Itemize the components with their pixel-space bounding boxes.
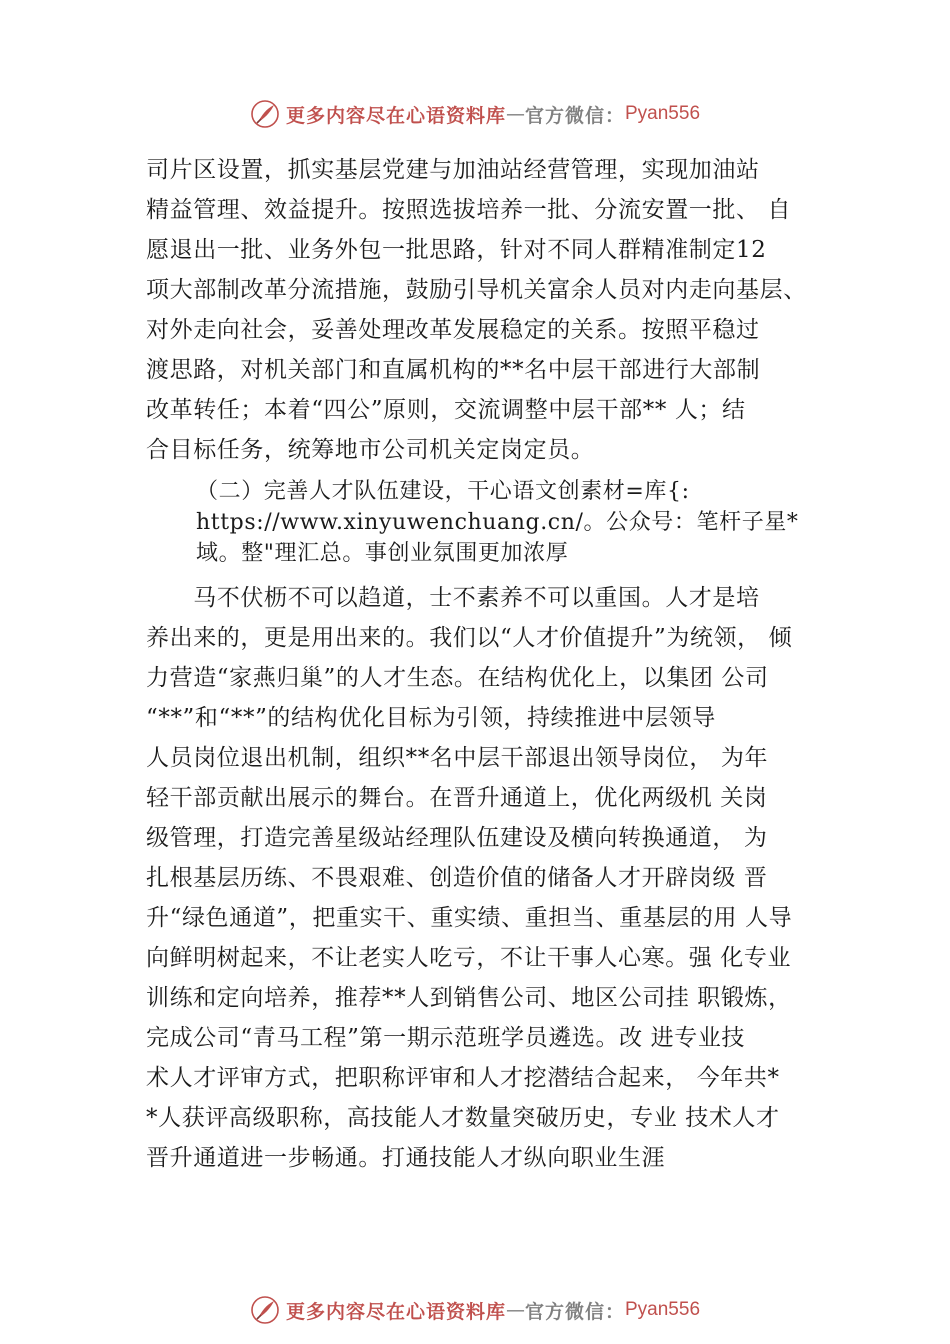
section-heading	[196, 476, 836, 569]
text-line: 轻干部贡献出展示的舞台。在晋升通道上，优化两级机 关岗	[146, 785, 768, 811]
text-line: 人员岗位退出机制，组织**名中层干部退出领导岗位， 为年	[146, 745, 769, 771]
text-line: 改革转任；本着“四公”原则，交流调整中层干部** 人；结	[146, 397, 746, 423]
banner-wechat-id: Pyan556	[625, 1299, 701, 1320]
banner-wechat-id: Pyan556	[625, 103, 701, 124]
feather-quill-icon	[250, 1295, 280, 1325]
text-line: 项大部制改革分流措施，鼓励引导机关富余人员对内走向基层、	[146, 277, 807, 303]
text-line: 愿退出一批、业务外包一批思路，针对不同人群精准制定12	[146, 237, 767, 263]
paragraph-2	[146, 578, 836, 1178]
text-line: 术人才评审方式，把职称评审和人才挖潜结合起来， 今年共*	[146, 1065, 780, 1091]
text-line: “**”和“**”的结构优化目标为引领，持续推进中层领导	[146, 705, 716, 731]
text-line: 完成公司“青马工程”第一期示范班学员遴选。改 进专业技	[146, 1025, 746, 1051]
text-line: 训练和定向培养，推荐**人到销售公司、地区公司挂 职锻炼，	[146, 985, 792, 1011]
feather-quill-icon	[250, 99, 280, 129]
paragraph-1	[146, 150, 836, 470]
text-line: 对外走向社会，妥善处理改革发展稳定的关系。按照平稳过	[146, 317, 760, 343]
header-banner	[0, 92, 950, 136]
text-line: 马不伏枥不可以趋道，士不素养不可以重国。人才是培	[146, 585, 760, 611]
heading-line: （二）完善人才队伍建设，干心语文创素材=库{:	[196, 479, 690, 504]
text-line: 合目标任务，统筹地市公司机关定岗定员。	[146, 437, 595, 463]
banner-brand-text: 更多内容尽在心语资料库	[285, 1300, 506, 1323]
banner-brand-text: 更多内容尽在心语资料库	[285, 104, 506, 127]
text-line: 渡思路，对机关部门和直属机构的**名中层干部进行大部制	[146, 357, 761, 383]
text-line: 精益管理、效益提升。按照选拔培养一批、分流安置一批、 自	[146, 197, 792, 223]
heading-line: 域。整"理汇总。事创业氛围更加浓厚	[196, 541, 569, 566]
text-line: 养出来的，更是用出来的。我们以“人才价值提升”为统领， 倾	[146, 625, 793, 651]
banner-wechat-label: 官方微信：	[524, 104, 625, 127]
text-line: 力营造“家燕归巢”的人才生态。在结构优化上，以集团 公司	[146, 665, 769, 691]
banner-dash: —	[505, 1299, 525, 1321]
footer-banner	[0, 1288, 950, 1332]
text-line: *人获评高级职称，高技能人才数量突破历史，专业 技术人才	[146, 1105, 780, 1131]
text-line: 司片区设置，抓实基层党建与加油站经营管理，实现加油站	[146, 157, 760, 183]
text-line: 级管理，打造完善星级站经理队伍建设及横向转换通道， 为	[146, 825, 768, 851]
text-line: 升“绿色通道”，把重实干、重实绩、重担当、重基层的用 人导	[146, 905, 793, 931]
banner-dash: —	[505, 103, 525, 125]
text-line: 向鲜明树起来，不让老实人吃亏，不让干事人心寒。强 化专业	[146, 945, 792, 971]
heading-line: https://www.xinyuwenchuang.cn/。公众号：笔杆子星*	[196, 510, 799, 535]
text-line: 晋升通道进一步畅通。打通技能人才纵向职业生涯	[146, 1145, 666, 1171]
text-line: 扎根基层历练、不畏艰难、创造价值的储备人才开辟岗级 晋	[146, 865, 768, 891]
banner-wechat-label: 官方微信：	[524, 1300, 625, 1323]
